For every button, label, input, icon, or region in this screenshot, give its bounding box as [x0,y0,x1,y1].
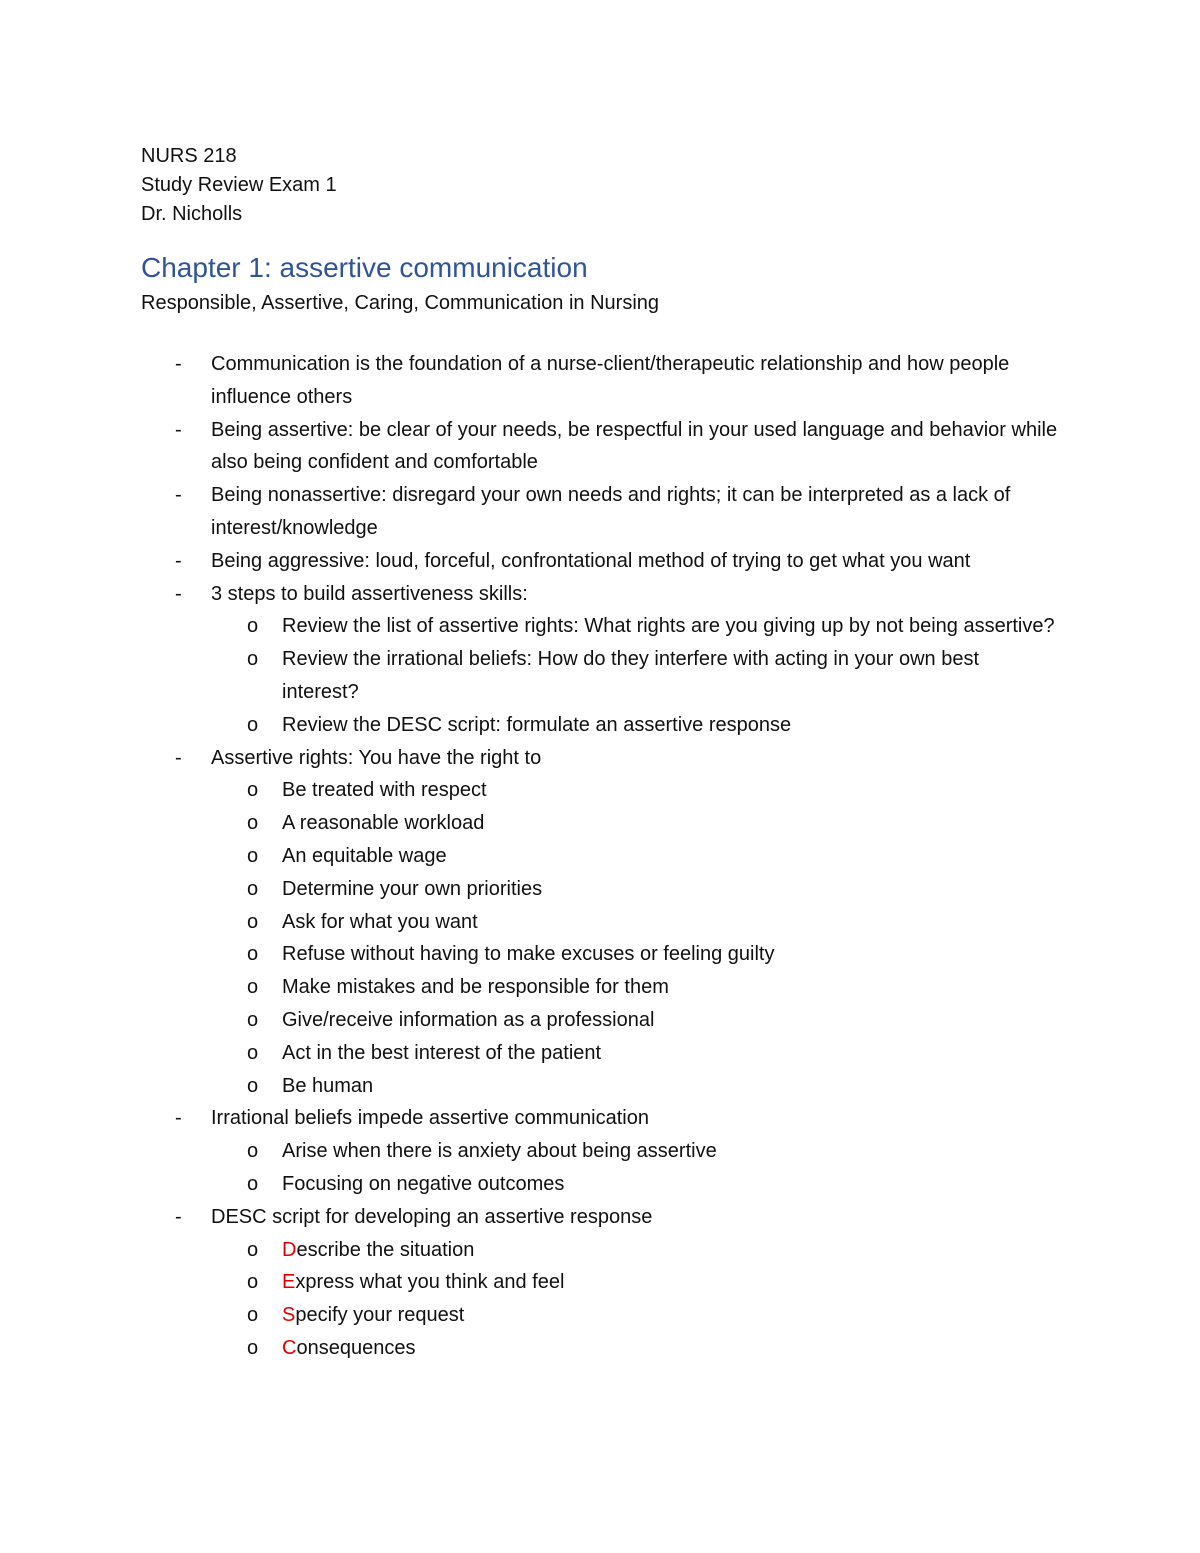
circle-bullet-icon: o [247,1238,259,1261]
sub-list-item-text: An equitable wage [282,844,447,867]
sub-list-item [211,807,1061,840]
sub-list-item [211,1299,1061,1332]
sub-list-item-text: Refuse without having to make excuses or feeling guilty [282,943,775,966]
sub-list-item-text: onsequences [296,1336,416,1359]
circle-bullet-icon: o [247,812,259,835]
list-item [141,414,1061,480]
sub-list-assertive-rights [211,774,1061,1102]
dash-bullet: - [175,746,182,769]
dash-bullet: - [175,1107,182,1130]
sub-list-item [211,1234,1061,1267]
dash-bullet: - [175,418,182,441]
circle-bullet-icon: o [247,615,259,638]
circle-bullet-icon: o [247,779,259,802]
list-item [141,742,1061,1103]
dash-bullet: - [175,582,182,605]
sub-list-item [211,709,1061,742]
list-item-text: Being assertive: be clear of your needs, be respectful in your used language and behavior while also being confident and comfortable [211,418,1058,474]
sub-list-item [211,1168,1061,1201]
sub-list-item [211,1266,1061,1299]
list-item [141,578,1061,742]
list-item-text: Assertive rights: You have the right to [211,746,542,769]
dash-bullet: - [175,353,182,375]
bullet-list [141,348,1061,1365]
sub-list-irrational-beliefs [211,1135,1061,1201]
list-item-text: 3 steps to build assertiveness skills: [211,582,528,605]
list-item [141,1102,1061,1200]
dash-bullet: - [175,549,182,572]
sub-list-item-text: xpress what you think and feel [295,1271,565,1294]
sub-list-item-text: Ask for what you want [282,910,478,933]
chapter-heading: Chapter 1: assertive communication [141,252,588,283]
dash-bullet: - [175,1205,182,1228]
sub-list-item-text: Review the DESC script: formulate an assertive response [282,713,792,736]
desc-letter: E [282,1271,296,1294]
list-item-text: DESC script for developing an assertive response [211,1205,653,1228]
document-content [141,142,1061,1365]
instructor-name: Dr. Nicholls [141,203,243,225]
sub-list-item [211,938,1061,971]
sub-list-item-text: Focusing on negative outcomes [282,1172,565,1195]
sub-list-item [211,643,1061,709]
sub-list-item-text: A reasonable workload [282,812,485,835]
sub-list-item-text: escribe the situation [296,1238,475,1261]
list-item-text: Irrational beliefs impede assertive communication [211,1107,649,1130]
sub-list-item [211,1070,1061,1103]
sub-list-item-text: Arise when there is anxiety about being assertive [282,1140,717,1163]
circle-bullet-icon: o [247,1041,259,1064]
circle-bullet-icon: o [247,877,259,900]
list-item [141,479,1061,545]
sub-list-item-text: Be human [282,1074,374,1097]
chapter-subtitle: Responsible, Assertive, Caring, Communication in Nursing [141,292,660,314]
sub-list-item [211,971,1061,1004]
sub-list-item [211,1037,1061,1070]
sub-list-item [211,1332,1061,1365]
desc-letter: S [282,1304,296,1327]
circle-bullet-icon: o [247,1304,259,1327]
sub-list-item-text: Act in the best interest of the patient [282,1041,602,1064]
sub-list-item-text: Give/receive information as a professional [282,1008,655,1031]
circle-bullet-icon: o [247,1271,259,1294]
circle-bullet-icon: o [247,1140,259,1163]
circle-bullet-icon: o [247,1008,259,1031]
list-item-text: Being nonassertive: disregard your own needs and rights; it can be interpreted as a lack of interest/knowledge [211,484,1011,539]
circle-bullet-icon: o [247,910,259,933]
sub-list-item-text: Be treated with respect [282,779,487,802]
circle-bullet-icon: o [247,1172,259,1195]
dash-bullet: - [175,484,182,507]
sub-list-item [211,1135,1061,1168]
desc-letter: D [282,1238,297,1261]
sub-list-assertiveness-steps [211,610,1061,741]
sub-list-item [211,610,1061,643]
list-item [141,348,1061,414]
circle-bullet-icon: o [247,1074,259,1097]
sub-list-item-text: pecify your request [295,1304,465,1327]
desc-letter: C [282,1336,297,1359]
course-code: NURS 218 [141,145,237,167]
list-item [141,545,1061,578]
sub-list-item [211,840,1061,873]
sub-list-item-text: Determine your own priorities [282,877,543,900]
circle-bullet-icon: o [247,1336,259,1359]
sub-list-item-text: Review the list of assertive rights: What rights are you giving up by not being assertive? [282,615,1055,638]
circle-bullet-icon: o [247,976,259,999]
sub-list-item [211,1004,1061,1037]
circle-bullet-icon: o [247,844,259,867]
sub-list-item [211,873,1061,906]
sub-list-item-text: Make mistakes and be responsible for them [282,976,669,999]
sub-list-item [211,906,1061,939]
circle-bullet-icon: o [247,713,259,736]
circle-bullet-icon: o [247,943,259,966]
sub-list-item [211,774,1061,807]
sub-list-item-text: Review the irrational beliefs: How do they interfere with acting in your own best interest? [282,648,980,703]
list-item-text: Being aggressive: loud, forceful, confrontational method of trying to get what you want [211,549,971,572]
circle-bullet-icon: o [247,648,259,671]
document-title: Study Review Exam 1 [141,174,337,196]
list-item [141,1201,1061,1365]
sub-list-desc-script [211,1234,1061,1365]
list-item-text: Communication is the foundation of a nurse-client/therapeutic relationship and how people influence others [211,353,1010,408]
